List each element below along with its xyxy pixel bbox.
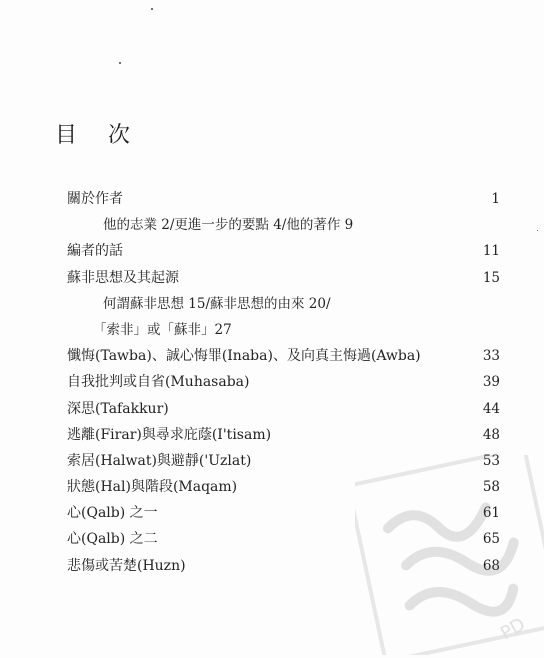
toc-entry[interactable]	[0, 369, 544, 395]
toc-entry-title: 蘇非思想及其起源	[67, 269, 179, 286]
page-speck	[119, 62, 121, 64]
toc-page-number: 61	[482, 505, 500, 522]
toc-entry[interactable]	[0, 343, 544, 369]
toc-entry-title: 懺悔(Tawba)、誠心悔罪(Inaba)、及向真主悔過(Awba)	[67, 348, 421, 365]
toc-entry[interactable]	[0, 396, 544, 422]
toc-entry[interactable]	[0, 265, 544, 291]
toc-entry-title: 心(Qalb) 之一	[67, 505, 158, 522]
toc-page-number: 48	[482, 426, 500, 443]
watermark-text: PD	[497, 613, 529, 645]
toc-entry-title: 狀態(Hal)與階段(Maqam)	[67, 479, 238, 496]
toc-entry-title: 心(Qalb) 之二	[67, 531, 158, 548]
toc-entry-title: 自我批判或自省(Muhasaba)	[67, 374, 250, 391]
toc-entry[interactable]	[0, 422, 544, 448]
toc-entry-title: 索居(Halwat)與避靜('Uzlat)	[67, 452, 252, 469]
toc-subentry-text: 「索非」或「蘇非」27	[93, 321, 232, 338]
toc-entry-title: 悲傷或苦楚(Huzn)	[67, 557, 186, 574]
page-speck	[151, 8, 153, 10]
toc-page-number: 15	[482, 269, 500, 286]
watermark-seal	[355, 455, 544, 655]
toc-subentry[interactable]	[0, 317, 544, 343]
toc-page-number: 39	[482, 374, 500, 391]
toc-subentry-text: 何謂蘇非思想 15/蘇非思想的由來 20/	[103, 295, 331, 312]
toc-page-number: 44	[482, 400, 500, 417]
toc-entry-title: 關於作者	[67, 191, 123, 207]
toc-page-number: 33	[482, 348, 500, 365]
toc-subentry[interactable]	[0, 291, 544, 317]
toc-entry[interactable]	[0, 186, 544, 212]
toc-entry-title: 深思(Tafakkur)	[67, 400, 169, 417]
toc-subentry[interactable]	[0, 212, 544, 238]
toc-page-number: 58	[482, 479, 500, 496]
toc-page-number: 68	[482, 557, 500, 574]
toc-page-number: 1	[491, 191, 500, 207]
toc-page-number: 65	[482, 531, 500, 548]
toc-subentry-text: 他的志業 2/更進一步的要點 4/他的著作 9	[103, 217, 354, 234]
toc-page-number: 11	[482, 243, 500, 260]
toc-entry-title: 逃離(Firar)與尋求庇蔭(I'tisam)	[67, 426, 272, 443]
toc-entry[interactable]	[0, 238, 544, 264]
page-title: 目 次	[55, 123, 142, 148]
toc-entry-title: 編者的話	[67, 243, 123, 260]
toc-page-number: 53	[482, 452, 500, 469]
